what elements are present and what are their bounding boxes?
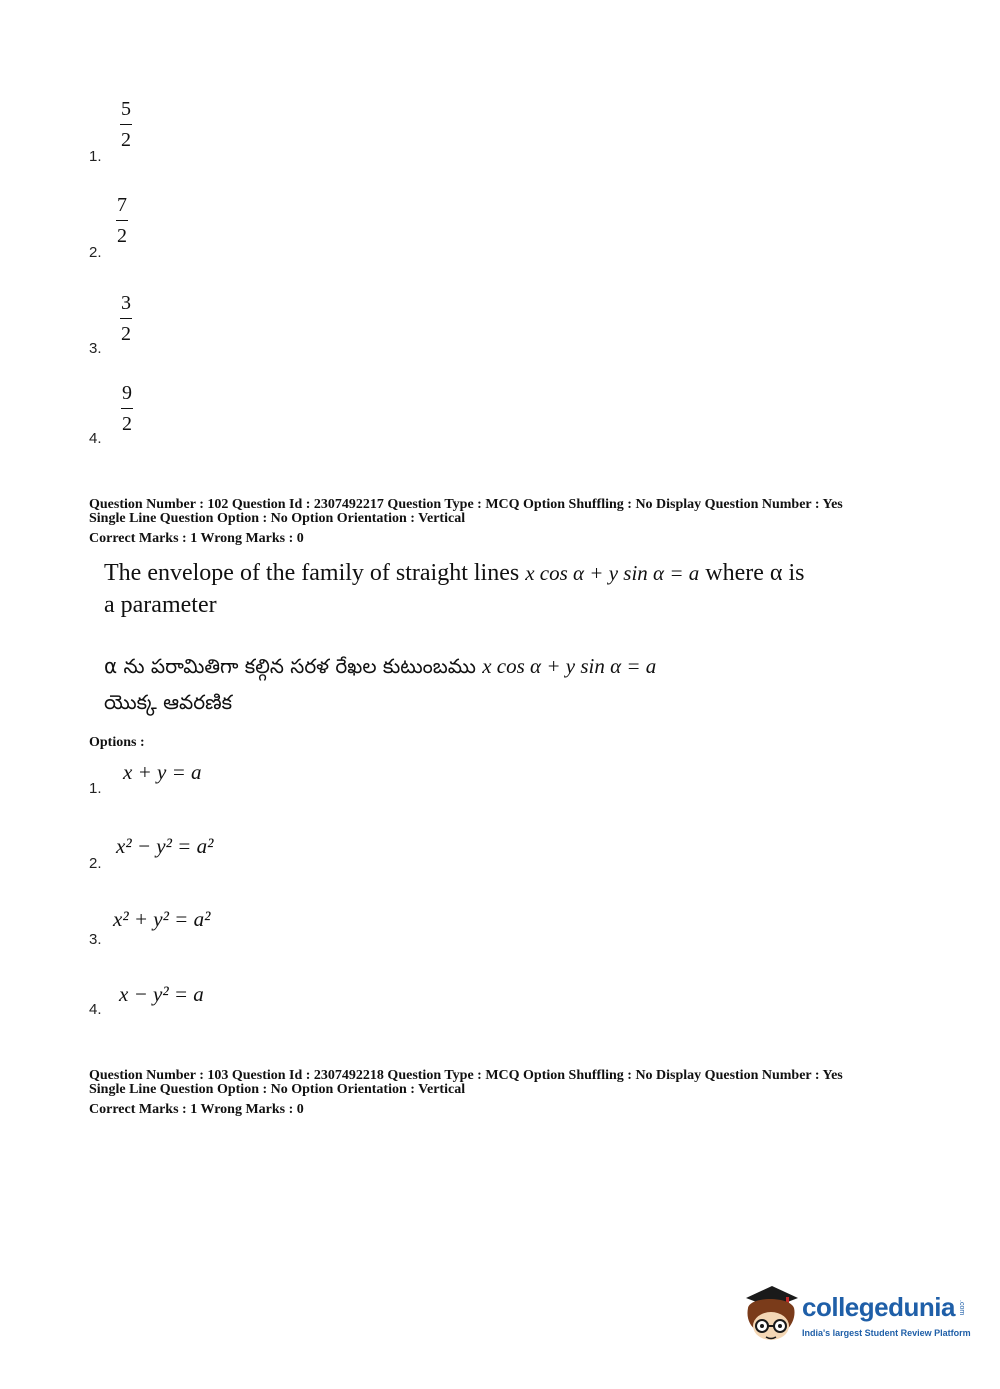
prev-option-fraction: 5 2 [121, 98, 131, 151]
option-number: 2. [89, 855, 102, 872]
question-text-part2: where α is [705, 560, 805, 586]
logo-name: collegedunia [802, 1292, 955, 1322]
prev-option-number: 1. [89, 148, 102, 165]
telugu-line2: యొక్క ఆవరణిక [104, 690, 233, 714]
question-text-part1: The envelope of the family of straight lines [104, 560, 520, 586]
q102-meta-line2: Single Line Question Option : No Option Orientation : Vertical [89, 511, 466, 526]
telugu-line1: α ను పరామితిగా కల్గిన సరళ రేఖల కుటుంబము [104, 654, 476, 678]
question-text-part3: a parameter [104, 592, 217, 618]
option-2-text: x² − y² = a² [116, 834, 214, 858]
prev-option-fraction: 9 2 [122, 382, 132, 435]
option-4-text: x − y² = a [119, 982, 204, 1006]
prev-option-number: 2. [89, 244, 102, 261]
prev-option-fraction: 3 2 [121, 292, 131, 345]
q102-meta-line1: Question Number : 102 Question Id : 2307492217 Question Type : MCQ Option Shuffling : No Display Question Number : Yes [89, 497, 843, 512]
option-number: 4. [89, 1001, 102, 1018]
option-3-text: x² + y² = a² [113, 907, 211, 931]
q102-question-text [104, 557, 904, 621]
telugu-equation: x cos α + y sin α = a [482, 654, 657, 678]
logo-tagline: India's largest Student Review Platform [802, 1328, 971, 1338]
question-equation: x cos α + y sin α = a [525, 561, 700, 585]
q102-telugu-text [104, 648, 904, 720]
q103-meta-line3: Correct Marks : 1 Wrong Marks : 0 [89, 1102, 304, 1117]
q102-meta-line3: Correct Marks : 1 Wrong Marks : 0 [89, 531, 304, 546]
collegedunia-logo [740, 1282, 970, 1352]
prev-option-number: 3. [89, 340, 102, 357]
options-label: Options : [89, 735, 145, 750]
option-number: 3. [89, 931, 102, 948]
q103-meta-line2: Single Line Question Option : No Option Orientation : Vertical [89, 1082, 466, 1097]
prev-option-number: 4. [89, 430, 102, 447]
q103-meta-line1: Question Number : 103 Question Id : 2307492218 Question Type : MCQ Option Shuffling : No Display Question Number : Yes [89, 1068, 843, 1083]
prev-option-fraction: 7 2 [117, 194, 127, 247]
option-number: 1. [89, 780, 102, 797]
logo-suffix: .com [958, 1300, 965, 1316]
mascot-icon [740, 1282, 802, 1348]
option-1-text: x + y = a [123, 760, 202, 784]
